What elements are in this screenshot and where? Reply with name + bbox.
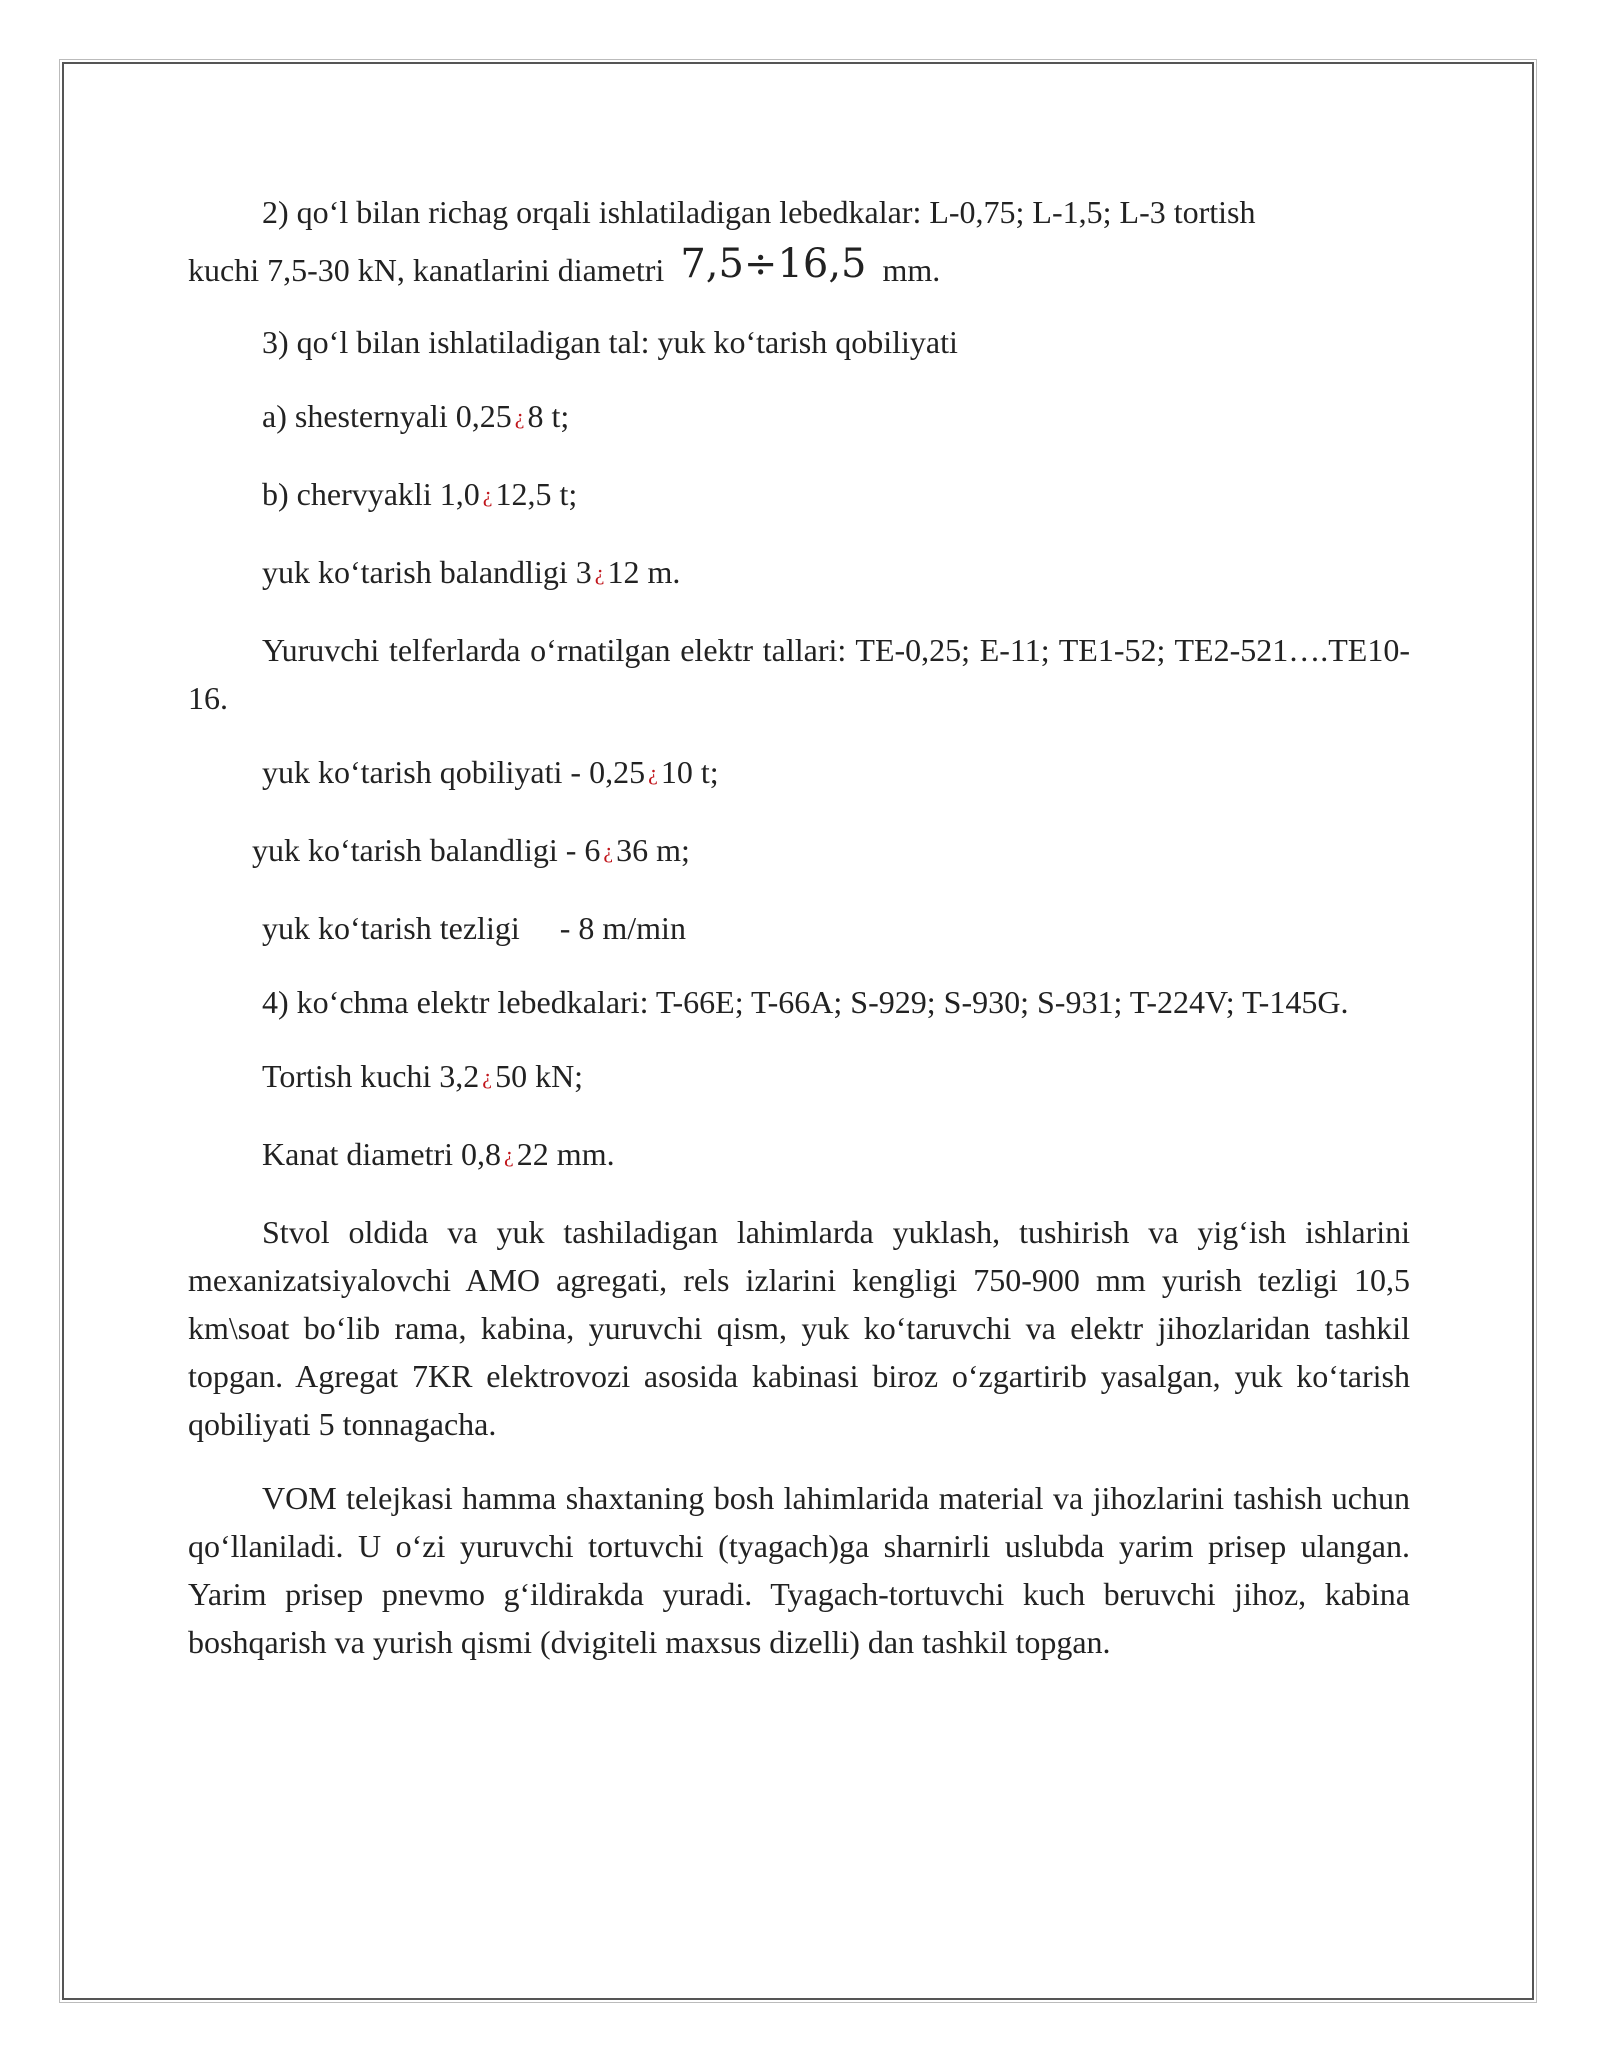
rope-diameter-text: Kanat diametri 0,8 bbox=[262, 1136, 502, 1172]
worm-hoist-text: b) chervyakli 1,0 bbox=[262, 476, 480, 512]
hand-winches-line-1: 2) qo‘l bilan richag orqali ishlatiladigan lebedkalar: L-0,75; L-1,5; L-3 tortish bbox=[262, 194, 1256, 230]
paragraph-telfer-speed: yuk ko‘tarish tezligi - 8 m/min bbox=[262, 910, 686, 946]
paragraph-telfer-capacity bbox=[188, 748, 1410, 800]
paragraph-gear-hoist bbox=[188, 392, 1410, 444]
hand-winches-line-2: kuchi 7,5-30 kN, kanatlarini diametri bbox=[188, 252, 665, 288]
paragraph-hand-winches-cont bbox=[188, 241, 1410, 294]
paragraph-vom-cart: VOM telejkasi hamma shaxtaning bosh lahimlarida material va jihozlarini tashish uchun qo‘llaniladi. U o‘zi yuruvchi tortuvchi (tyagach)ga sharnirli uslubda yarim prisep ulangan. Yarim prisep pnevmo g‘ildirakda yuradi. Tyagach-tortuvchi kuch beruvchi jihoz, kabina boshqarish va yurish qismi (dvigiteli maxsus dizelli) dan tashkil topgan. bbox=[188, 1480, 1410, 1660]
rope-diameter-value: 22 mm. bbox=[516, 1136, 615, 1172]
range-separator: ¿ bbox=[603, 838, 614, 863]
paragraph-amo-aggregate: Stvol oldida va yuk tashiladigan lahimlarda yuklash, tushirish va yig‘ish ishlarini mexanizatsiyalovchi AMO agregati, rels izlarini kengligi 750-900 mm yurish tezligi 10,5 km\soat bo‘lib rama, kabina, yuruvchi qism, yuk ko‘taruvchi va elektr jihozlaridan tashkil topgan. Agregat 7KR elektrovozi asosida kabinasi biroz o‘zgartirib yasalgan, yuk ko‘tarish qobiliyati 5 tonnagacha. bbox=[188, 1214, 1410, 1442]
paragraph-pull-force bbox=[188, 1052, 1410, 1104]
telfer-capacity-text: yuk ko‘tarish qobiliyati - 0,25 bbox=[262, 754, 646, 790]
paragraph-telfers: Yuruvchi telferlarda o‘rnatilgan elektr tallari: TE-0,25; E-11; TE1-52; TE2-521….TE10-16. bbox=[188, 632, 1410, 716]
lift-height-text: yuk ko‘tarish balandligi 3 bbox=[262, 554, 592, 590]
paragraph-electric-winches: 4) ko‘chma elektr lebedkalari: T-66E; T-66A; S-929; S-930; S-931; T-224V; T-145G. bbox=[262, 984, 1349, 1020]
paragraph-hand-winches bbox=[188, 188, 1410, 236]
pull-force-value: 50 kN; bbox=[495, 1058, 584, 1094]
gear-hoist-text: a) shesternyali 0,25 bbox=[262, 398, 512, 434]
range-separator: ¿ bbox=[482, 1064, 493, 1089]
paragraph-worm-hoist bbox=[188, 470, 1410, 522]
range-separator: ¿ bbox=[514, 404, 525, 429]
telfer-capacity-value: 10 t; bbox=[660, 754, 719, 790]
diameter-formula: 7,5÷16,5 bbox=[680, 241, 867, 287]
paragraph-telfer-height bbox=[188, 826, 1410, 878]
gear-hoist-value: 8 t; bbox=[527, 398, 570, 434]
pull-force-text: Tortish kuchi 3,2 bbox=[262, 1058, 480, 1094]
document-body bbox=[188, 188, 1410, 1666]
lift-height-value: 12 m. bbox=[607, 554, 681, 590]
worm-hoist-value: 12,5 t; bbox=[495, 476, 578, 512]
paragraph-hand-hoist: 3) qo‘l bilan ishlatiladigan tal: yuk ko‘tarish qobiliyati bbox=[262, 324, 958, 360]
paragraph-lift-height bbox=[188, 548, 1410, 600]
range-separator: ¿ bbox=[504, 1142, 514, 1167]
range-separator: ¿ bbox=[482, 482, 493, 507]
range-separator: ¿ bbox=[648, 760, 658, 785]
range-separator: ¿ bbox=[594, 560, 605, 585]
hand-winches-unit: mm. bbox=[882, 252, 941, 288]
telfer-height-value: 36 m; bbox=[616, 832, 690, 868]
telfer-height-text: yuk ko‘tarish balandligi - 6 bbox=[252, 832, 601, 868]
paragraph-rope-diameter bbox=[188, 1130, 1410, 1182]
